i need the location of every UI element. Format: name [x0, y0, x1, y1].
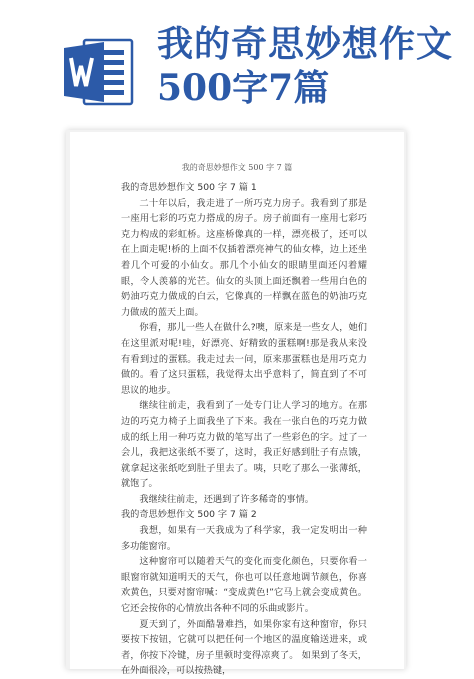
paragraph: 我想，如果有一天我成为了科学家，我一定发明出一种多功能窗帘。: [121, 525, 367, 552]
paragraph: 这种窗帘可以随着天气的变化而变化颜色，只要你看一眼窗帘就知道明天的天气，你也可以任意地调节颜色，你喜欢黄色，只要对窗帘喊：“变成黄色!”它马上就会变成黄色。它还会按你的心情放出各种不同的乐曲或影片。: [121, 556, 367, 615]
paragraph: 夏天到了，外面酷暑难挡，如果你家有这种窗帘，你只要按下按钮，它就可以把任何一个地区的温度输送进来，或者，你按下冷键，房子里顿时变得凉爽了。 如果到了冬天，在外面很冷，可以按热键，: [121, 618, 367, 677]
paragraph: 继续往前走，我看到了一处专门让人学习的地方。在那边的巧克力椅子上面我坐了下来。我在一张白色的巧克力做成的纸上用一种巧克力做的笔写出了一些彩色的字。过了一会儿，我把这张纸不要了，这时，我正好感到肚子有点饿，就拿起这张纸吃到肚子里去了。咦，只吃了那么一张薄纸，就饱了。: [121, 400, 367, 490]
word-document-icon: [62, 36, 136, 108]
paragraph: 二十年以后，我走进了一所巧克力房子。我看到了那是一座用七彩的巧克力搭成的房子。房子前面有一座用七彩巧克力构成的彩虹桥。这座桥像真的一样，漂亮极了，还可以在上面走呢!桥的上面不仅插着漂亮神气的仙女棒，边上还坐着几个可爱的小仙女。那几个小仙女的眼睛里面还闪着耀眼，令人羡慕的光芒。仙女的头顶上面还飘着一些用白色的奶油巧克力做成的白云，它像真的一样飘在蓝色的奶油巧克力做成的蓝天上面。: [121, 197, 367, 318]
document-page: [70, 132, 404, 677]
document-header: 我的奇思妙想作文 500 字 7 篇: [181, 163, 293, 172]
paragraph: 我继续往前走，还遇到了许多稀奇的事情。: [139, 493, 314, 505]
paragraph: 你看，那儿一些人在做什么?噢，原来是一些女人，她们在这里派对呢!哇，好漂亮、好精致的蛋糕啊!那是我从来没有看到过的蛋糕。我走过去一问，原来那蛋糕也是用巧克力做的。看了这只蛋糕，我觉得太出乎意料了，简直到了不可思议的地步。: [121, 322, 367, 396]
page-title: 我的奇思妙想作文: [157, 23, 454, 65]
section-title: 我的奇思妙想作文 500 字 7 篇 1: [121, 182, 257, 193]
page-subtitle: 500字7篇: [157, 67, 330, 109]
document-body: [121, 180, 367, 679]
banner: [0, 0, 474, 118]
section-title: 我的奇思妙想作文 500 字 7 篇 2: [121, 509, 257, 521]
